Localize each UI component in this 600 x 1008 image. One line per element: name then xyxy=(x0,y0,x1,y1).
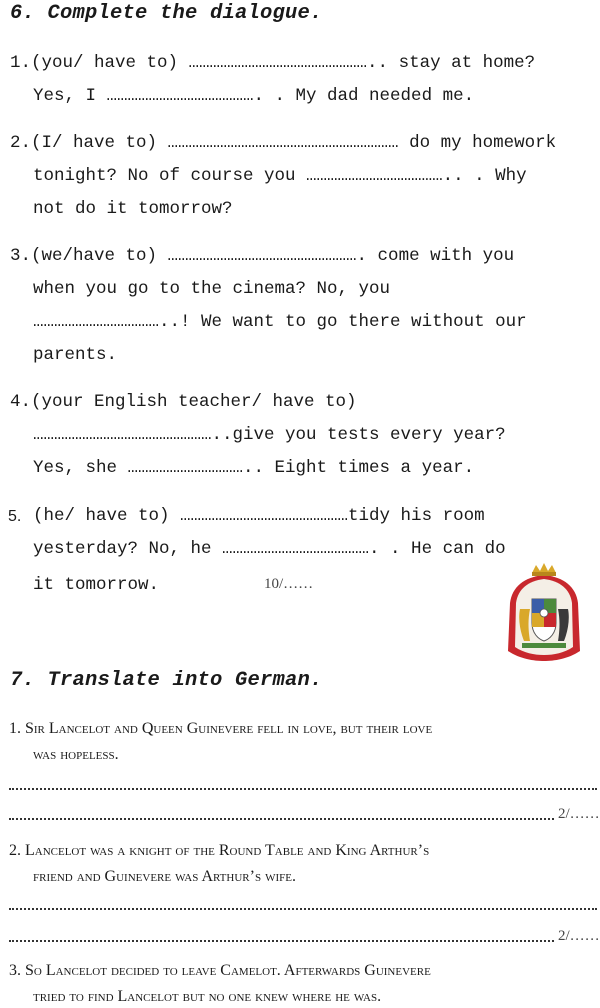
ex7-item1-line1: 1. Sir Lancelot and Queen Guinevere fell in love, but their love xyxy=(9,720,433,737)
ex7-item2-score: 2/…… xyxy=(558,928,600,944)
ex6-item5-number: 5. xyxy=(8,508,22,525)
ex7-item2-answer-line1[interactable] xyxy=(9,898,597,910)
ex7-item3-line2: tried to find Lancelot but no one knew where he was. xyxy=(33,988,382,1005)
ex6-item4-line3: Yes, she …………………………….. Eight times a year. xyxy=(33,458,475,478)
ex6-item3-line2: when you go to the cinema? No, you xyxy=(33,279,391,299)
ex6-item5-line1: (he/ have to) …………………………………………tidy his room xyxy=(33,506,485,526)
ex6-item5-line2: yesterday? No, he ……………………………………. . He can do xyxy=(33,539,506,559)
ex7-item1-score: 2/…… xyxy=(558,806,600,822)
ex6-item4-line1: 4.(your English teacher/ have to) xyxy=(10,392,357,412)
ex6-item1-line1: 1.(you/ have to) …………………………………………….. stay at home? xyxy=(10,53,536,73)
exercise-6-heading: 6. Complete the dialogue. xyxy=(10,2,323,25)
coat-of-arms-icon xyxy=(506,563,582,663)
ex7-item2-line1: 2. Lancelot was a knight of the Round Table and King Arthur’s xyxy=(9,842,430,859)
ex6-item2-line1: 2.(I/ have to) ………………………………………………………… do my homework xyxy=(10,133,557,153)
ex7-item2-answer-line2[interactable] xyxy=(9,930,554,942)
ex6-item3-line3: ………………………………..! We want to go there without our xyxy=(33,312,527,332)
ex7-item1-answer-line1[interactable] xyxy=(9,778,597,790)
ex7-item3-line1: 3. So Lancelot decided to leave Camelot. Afterwards Guinevere xyxy=(9,962,431,979)
ex6-item4-line2: ……………………………………………..give you tests every year? xyxy=(33,425,506,445)
ex7-item2-line2: friend and Guinevere was Arthur’s wife. xyxy=(33,868,296,885)
exercise-7-heading: 7. Translate into German. xyxy=(10,669,323,692)
ex6-item2-line2: tonight? No of course you ………………………………….. . Why xyxy=(33,166,527,186)
ex6-item3-line1: 3.(we/have to) ………………………………………………. come with you xyxy=(10,246,515,266)
ex6-item5-line3: it tomorrow. xyxy=(33,575,160,595)
ex7-item1-answer-line2[interactable] xyxy=(9,808,554,820)
ex6-score: 10/…… xyxy=(264,576,314,592)
ex6-item3-line4: parents. xyxy=(33,345,118,365)
ex7-item1-line2: was hopeless. xyxy=(33,746,119,763)
ex6-item1-line2: Yes, I ……………………………………. . My dad needed me. xyxy=(33,86,475,106)
ex6-item2-line3: not do it tomorrow? xyxy=(33,199,233,219)
